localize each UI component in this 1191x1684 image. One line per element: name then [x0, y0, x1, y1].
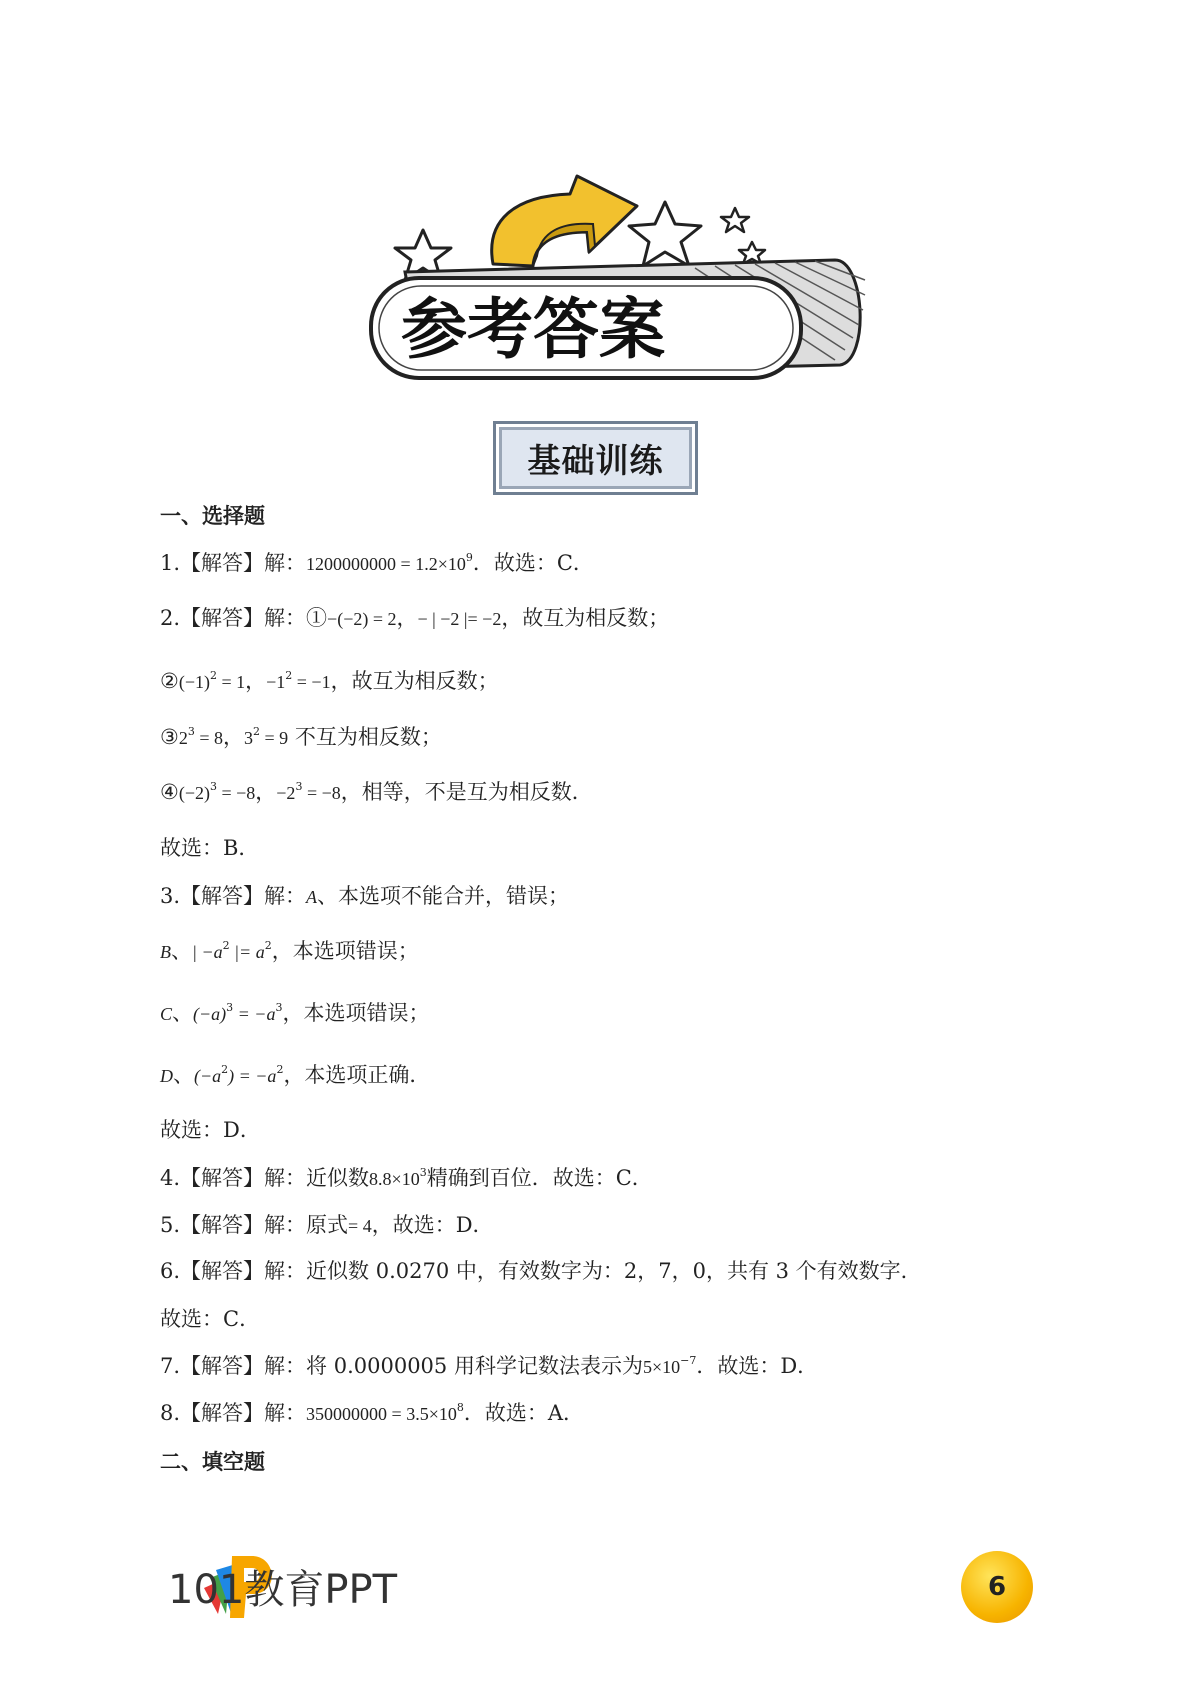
- answer-2-line-4: $④(-2)^3 = -8$，$-2^3 = -8$，相等，不是互为相反数．: [160, 780, 593, 804]
- answer-3-conclusion: 故选：D．: [160, 1118, 261, 1142]
- page-title: 参考答案: [401, 291, 665, 368]
- answer-1: 1.【解答】解：$1200000000 = 1.2\times 10^9$．故选：C．: [160, 551, 594, 575]
- page-number-badge: [961, 1551, 1033, 1623]
- subtitle-text: 基础训练: [527, 440, 664, 480]
- answer-3-option-d: D、$(-a^2) = -a^2$，本选项正确．: [160, 1063, 431, 1087]
- answer-2-line-2: $②(-1)^2 = 1$，$-1^2 = -1$，故互为相反数；: [160, 669, 499, 693]
- answer-5: 5.【解答】解：原式= 4，故选：D．: [160, 1213, 494, 1237]
- answer-3: 3.【解答】解：A、本选项不能合并，错误；: [160, 884, 570, 908]
- answer-3-option-b: B、| $-a^2$ |= $a^2$，本选项错误；: [160, 939, 419, 963]
- arrow-icon: [492, 176, 637, 266]
- title-banner: [365, 160, 885, 410]
- page-number: 6: [987, 1572, 1007, 1602]
- answer-8: 8.【解答】解：$350000000 = 3.5\times 10^8$．故选：A．: [160, 1401, 585, 1425]
- answer-3-option-c: C、$(-a)^3 = -a^3$，本选项错误；: [160, 1001, 430, 1025]
- logo-text: 101教育PPT: [168, 1567, 398, 1613]
- answer-4: 4.【解答】解：近似数$8.8\times 10^3$精确到百位．故选：C．: [160, 1166, 653, 1190]
- section-heading-choice: 一、选择题: [160, 504, 265, 528]
- star-icon: [721, 208, 749, 232]
- answer-7: 7.【解答】解：将 0.0000005 用科学记数法表示为$5\times 10^{-7}$．故选：D．: [160, 1354, 819, 1378]
- star-icon: [629, 202, 701, 266]
- answer-2-conclusion: 故选：B．: [160, 836, 260, 860]
- subtitle-box: [493, 421, 698, 495]
- answer-6-conclusion: 故选：C．: [160, 1307, 261, 1331]
- answer-6: 6.【解答】解：近似数 0.0270 中，有效数字为：2，7，0，共有 3 个有效数字．: [160, 1259, 922, 1283]
- section-heading-fill: 二、填空题: [160, 1450, 265, 1474]
- answer-2-line-3: $③2^3 = 8$，$3^2 = 9$ 不互为相反数；: [160, 725, 442, 749]
- answer-2: 2.【解答】解：①−(−2) = 2，− | −2 |= −2，故互为相反数；: [160, 606, 670, 630]
